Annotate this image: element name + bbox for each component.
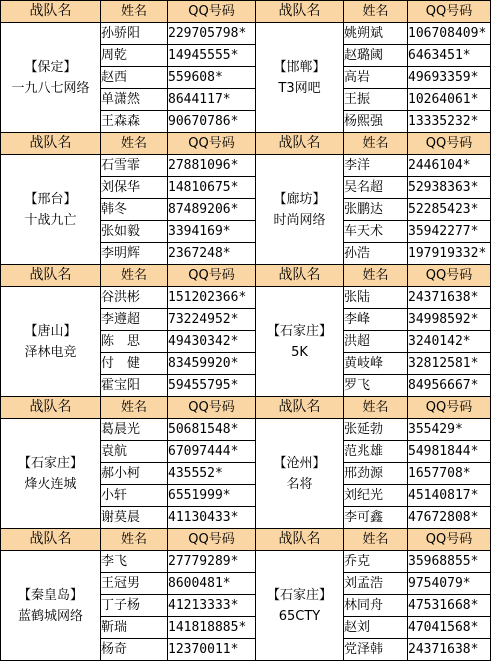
player-name: 赵刘 <box>344 617 408 639</box>
player-qq: 3240142* <box>408 331 491 353</box>
header-qq: QQ号码 <box>408 1 491 23</box>
player-qq: 8600481* <box>168 573 256 595</box>
header-team: 战队名 <box>256 133 344 155</box>
header-qq: QQ号码 <box>408 133 491 155</box>
player-name: 党泽韩 <box>344 639 408 661</box>
table-row <box>1 287 491 309</box>
team-region: 【邢台】 <box>24 191 77 207</box>
player-qq: 27779289* <box>168 551 256 573</box>
player-name: 吴名超 <box>344 177 408 199</box>
team-name: 名将 <box>286 476 313 492</box>
table-row <box>1 23 491 45</box>
header-name: 姓名 <box>344 265 408 287</box>
player-name: 刘纪光 <box>344 485 408 507</box>
team-name: 泽林电竞 <box>24 344 77 360</box>
player-name: 张鹏达 <box>344 199 408 221</box>
player-name: 姚朔斌 <box>344 23 408 45</box>
header-row <box>1 265 491 287</box>
player-name: 洪超 <box>344 331 408 353</box>
player-qq: 83459920* <box>168 353 256 375</box>
header-name: 姓名 <box>101 133 168 155</box>
player-qq: 14810675* <box>168 177 256 199</box>
team-name: 5K <box>291 344 308 360</box>
player-qq: 6551999* <box>168 485 256 507</box>
team-region: 【唐山】 <box>24 323 77 339</box>
header-row <box>1 133 491 155</box>
team-name: 十战九亡 <box>24 212 77 228</box>
player-name: 张陆 <box>344 287 408 309</box>
player-qq: 47672808* <box>408 507 491 529</box>
header-team: 战队名 <box>256 1 344 23</box>
player-qq: 52938363* <box>408 177 491 199</box>
player-qq: 10264061* <box>408 89 491 111</box>
team-name: T3网吧 <box>278 80 321 96</box>
header-name: 姓名 <box>101 1 168 23</box>
player-qq: 34998592* <box>408 309 491 331</box>
player-name: 李明辉 <box>101 243 168 265</box>
player-qq: 49693359* <box>408 67 491 89</box>
player-name: 杨熙强 <box>344 111 408 133</box>
player-qq: 3394169* <box>168 221 256 243</box>
header-row <box>1 397 491 419</box>
player-name: 杨奇 <box>101 639 168 661</box>
player-name: 陈 思 <box>101 331 168 353</box>
player-name: 张如毅 <box>101 221 168 243</box>
header-name: 姓名 <box>101 529 168 551</box>
header-name: 姓名 <box>344 1 408 23</box>
player-qq: 27881096* <box>168 155 256 177</box>
player-qq: 41130433* <box>168 507 256 529</box>
player-qq: 73224952* <box>168 309 256 331</box>
player-qq: 2446104* <box>408 155 491 177</box>
player-qq: 14945555* <box>168 45 256 67</box>
team-cell <box>256 419 344 529</box>
player-name: 刘孟浩 <box>344 573 408 595</box>
player-name: 范兆雄 <box>344 441 408 463</box>
table-row <box>1 551 491 573</box>
team-cell <box>256 551 344 661</box>
team-name: 一九八七网络 <box>11 80 90 96</box>
team-cell <box>1 551 101 661</box>
team-region: 【石家庄】 <box>266 323 332 339</box>
team-cell <box>1 23 101 133</box>
header-qq: QQ号码 <box>408 529 491 551</box>
header-qq: QQ号码 <box>408 265 491 287</box>
header-row <box>1 529 491 551</box>
player-name: 李可鑫 <box>344 507 408 529</box>
header-qq: QQ号码 <box>168 397 256 419</box>
team-region: 【保定】 <box>24 59 77 75</box>
player-qq: 52285423* <box>408 199 491 221</box>
team-region: 【秦皇岛】 <box>17 587 83 603</box>
header-team: 战队名 <box>1 397 101 419</box>
team-name: 烽火连城 <box>24 476 77 492</box>
header-qq: QQ号码 <box>168 1 256 23</box>
player-qq: 8644117* <box>168 89 256 111</box>
player-qq: 59455795* <box>168 375 256 397</box>
player-name: 李遵超 <box>101 309 168 331</box>
player-name: 王冠男 <box>101 573 168 595</box>
player-name: 谷洪彬 <box>101 287 168 309</box>
player-qq: 41213333* <box>168 595 256 617</box>
player-name: 付 健 <box>101 353 168 375</box>
player-name: 王森森 <box>101 111 168 133</box>
player-qq: 67097444* <box>168 441 256 463</box>
team-cell <box>1 155 101 265</box>
header-name: 姓名 <box>344 397 408 419</box>
player-name: 郝小柯 <box>101 463 168 485</box>
header-team: 战队名 <box>1 133 101 155</box>
player-name: 丁子杨 <box>101 595 168 617</box>
player-name: 邢劲源 <box>344 463 408 485</box>
team-cell <box>256 23 344 133</box>
header-name: 姓名 <box>344 133 408 155</box>
roster-body <box>1 1 491 661</box>
player-qq: 13335232* <box>408 111 491 133</box>
player-qq: 49430342* <box>168 331 256 353</box>
player-name: 孙骄阳 <box>101 23 168 45</box>
header-team: 战队名 <box>1 529 101 551</box>
player-qq: 47531668* <box>408 595 491 617</box>
player-name: 霍宝阳 <box>101 375 168 397</box>
team-cell <box>256 155 344 265</box>
player-qq: 559608* <box>168 67 256 89</box>
player-qq: 24371638* <box>408 287 491 309</box>
player-name: 葛晨光 <box>101 419 168 441</box>
team-cell <box>1 287 101 397</box>
player-qq: 32812581* <box>408 353 491 375</box>
player-qq: 90670786* <box>168 111 256 133</box>
team-region: 【石家庄】 <box>17 455 83 471</box>
team-name: 时尚网络 <box>273 212 326 228</box>
player-qq: 141818885* <box>168 617 256 639</box>
team-region: 【廊坊】 <box>273 191 326 207</box>
player-qq: 151202366* <box>168 287 256 309</box>
team-name: 65CTY <box>278 608 321 624</box>
player-name: 袁航 <box>101 441 168 463</box>
player-name: 车天术 <box>344 221 408 243</box>
player-name: 单潇然 <box>101 89 168 111</box>
player-qq: 9754079* <box>408 573 491 595</box>
team-cell <box>1 419 101 529</box>
header-team: 战队名 <box>1 1 101 23</box>
header-team: 战队名 <box>256 529 344 551</box>
player-name: 刘保华 <box>101 177 168 199</box>
header-qq: QQ号码 <box>408 397 491 419</box>
player-name: 张延勃 <box>344 419 408 441</box>
player-name: 高岩 <box>344 67 408 89</box>
player-name: 李飞 <box>101 551 168 573</box>
player-qq: 45140817* <box>408 485 491 507</box>
header-row <box>1 1 491 23</box>
player-name: 李峰 <box>344 309 408 331</box>
player-name: 石雪霏 <box>101 155 168 177</box>
header-team: 战队名 <box>256 397 344 419</box>
player-qq: 106708409* <box>408 23 491 45</box>
table-row <box>1 419 491 441</box>
player-name: 罗飞 <box>344 375 408 397</box>
player-qq: 2367248* <box>168 243 256 265</box>
player-qq: 435552* <box>168 463 256 485</box>
player-qq: 355429* <box>408 419 491 441</box>
player-name: 孙浩 <box>344 243 408 265</box>
player-qq: 197919332* <box>408 243 491 265</box>
player-qq: 24371638* <box>408 639 491 661</box>
header-name: 姓名 <box>101 397 168 419</box>
player-qq: 50681548* <box>168 419 256 441</box>
player-qq: 229705798* <box>168 23 256 45</box>
player-qq: 35942277* <box>408 221 491 243</box>
header-team: 战队名 <box>256 265 344 287</box>
player-qq: 35968855* <box>408 551 491 573</box>
team-region: 【石家庄】 <box>266 587 332 603</box>
header-qq: QQ号码 <box>168 133 256 155</box>
header-team: 战队名 <box>1 265 101 287</box>
team-cell <box>256 287 344 397</box>
player-name: 周乾 <box>101 45 168 67</box>
player-qq: 6463451* <box>408 45 491 67</box>
header-name: 姓名 <box>101 265 168 287</box>
player-name: 小轩 <box>101 485 168 507</box>
team-region: 【邯郸】 <box>273 59 326 75</box>
player-qq: 84956667* <box>408 375 491 397</box>
header-qq: QQ号码 <box>168 529 256 551</box>
player-name: 韩冬 <box>101 199 168 221</box>
player-name: 谢莫晨 <box>101 507 168 529</box>
header-name: 姓名 <box>344 529 408 551</box>
player-qq: 12370011* <box>168 639 256 661</box>
team-name: 蓝鹤城网络 <box>17 608 83 624</box>
player-name: 李洋 <box>344 155 408 177</box>
player-name: 靳瑞 <box>101 617 168 639</box>
player-qq: 54981844* <box>408 441 491 463</box>
player-name: 赵西 <box>101 67 168 89</box>
player-name: 赵璐阈 <box>344 45 408 67</box>
table-row <box>1 155 491 177</box>
player-qq: 87489206* <box>168 199 256 221</box>
player-name: 林同舟 <box>344 595 408 617</box>
player-qq: 47041568* <box>408 617 491 639</box>
team-region: 【沧州】 <box>273 455 326 471</box>
player-name: 黄岐峰 <box>344 353 408 375</box>
header-qq: QQ号码 <box>168 265 256 287</box>
player-name: 乔克 <box>344 551 408 573</box>
player-name: 王振 <box>344 89 408 111</box>
player-qq: 1657708* <box>408 463 491 485</box>
